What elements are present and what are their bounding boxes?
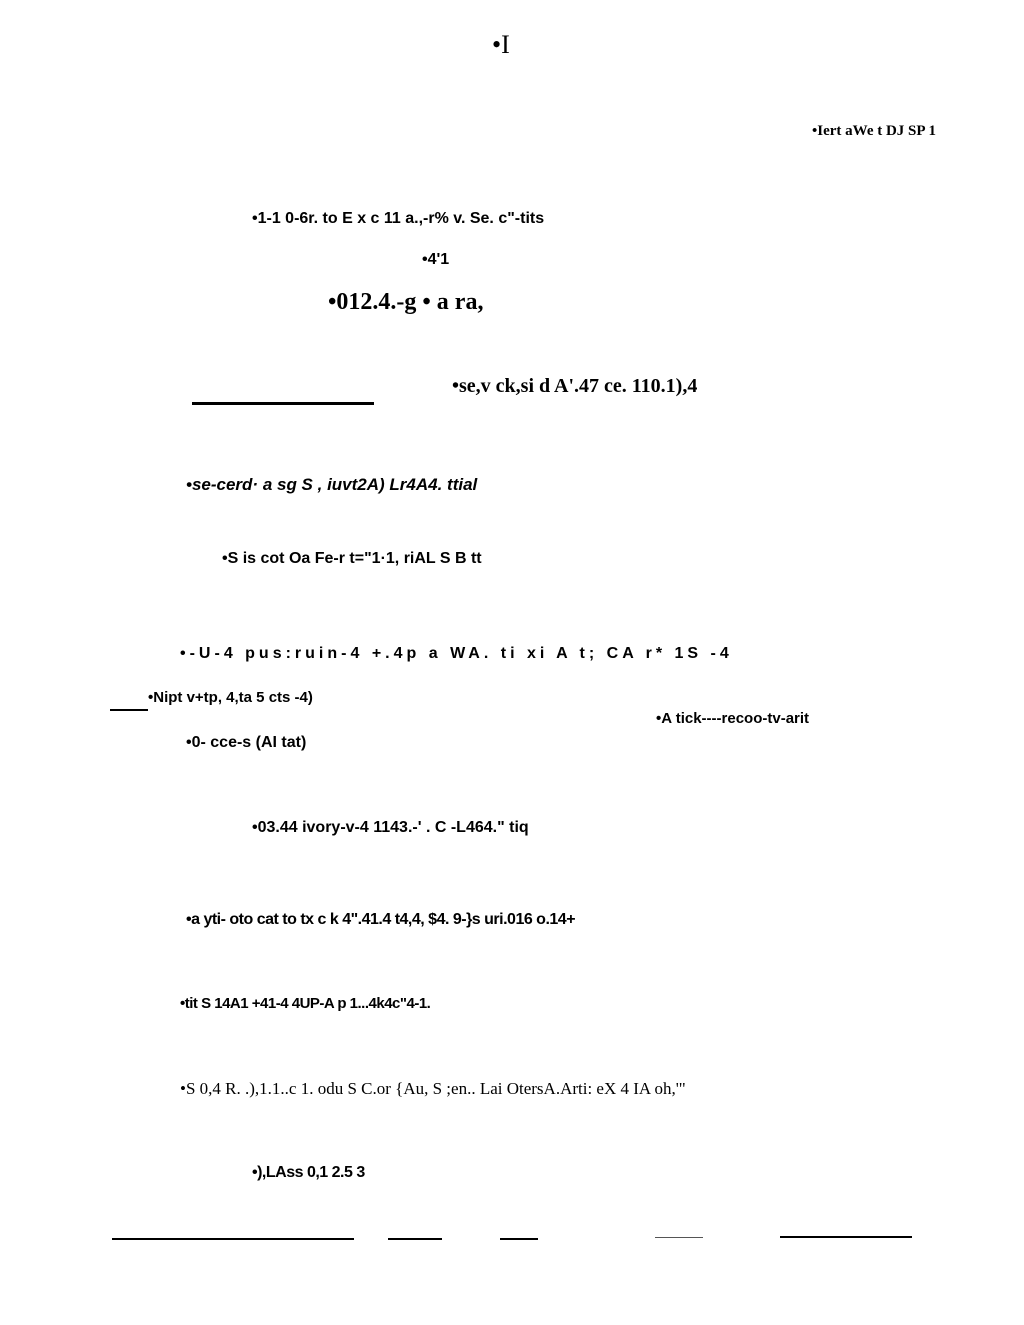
text-line-2: •4'1 bbox=[422, 251, 450, 268]
text-line-9: •A tick----recoo-tv-arit bbox=[656, 710, 810, 727]
bottom-rule-5 bbox=[780, 1236, 912, 1238]
text-line-1: •1-1 0-6r. to E x c 11 a.,-r% v. Se. c"-tits bbox=[252, 210, 545, 227]
bottom-rule-2 bbox=[388, 1238, 442, 1240]
bottom-rule-1 bbox=[112, 1238, 354, 1240]
top-right-note: •Iert aWe t DJ SP 1 bbox=[812, 123, 936, 139]
text-line-14: •S 0,4 R. .),1.1..c 1. odu S C.or {Au, S ;en.. Lai OtersA.Arti: eX 4 IA oh,'" bbox=[180, 1079, 686, 1098]
left-rule-2 bbox=[110, 709, 148, 711]
bottom-rule-3 bbox=[500, 1238, 538, 1240]
bottom-rule-4 bbox=[655, 1237, 703, 1238]
text-line-13: •tit S 14A1 +41-4 4UP-A p 1...4k4c"4-1. bbox=[180, 995, 431, 1012]
text-line-4: •se,v ck,si d A'.47 ce. 110.1),4 bbox=[452, 375, 698, 397]
text-line-8: •Nipt v+tp, 4,ta 5 cts -4) bbox=[148, 689, 313, 706]
text-line-12: •a yti- oto cat to tx c k 4".41.4 t4,4, $4. 9-}s uri.016 o.14+ bbox=[186, 911, 576, 928]
text-line-11: •03.44 ivory-v-4 1143.-' . C -L464." tiq bbox=[252, 819, 529, 836]
text-line-6: •S is cot Oa Fe-r t="1·1, riAL S B tt bbox=[222, 550, 482, 567]
text-line-5: •se-cerd· a sg S , iuvt2A) Lr4A4. ttial bbox=[186, 475, 478, 494]
text-line-15: •),LAss 0,1 2.5 3 bbox=[252, 1164, 365, 1181]
text-line-7: •-U-4 pus:ruin-4 +.4p a WA. ti xi A t; CA r* 1S -4 bbox=[180, 645, 733, 662]
text-line-3: •012.4.-g • a ra, bbox=[328, 289, 484, 315]
text-line-10: •0- cce-s (AI tat) bbox=[186, 734, 307, 751]
left-rule-1 bbox=[192, 402, 374, 405]
page-mark: •I bbox=[492, 30, 510, 59]
